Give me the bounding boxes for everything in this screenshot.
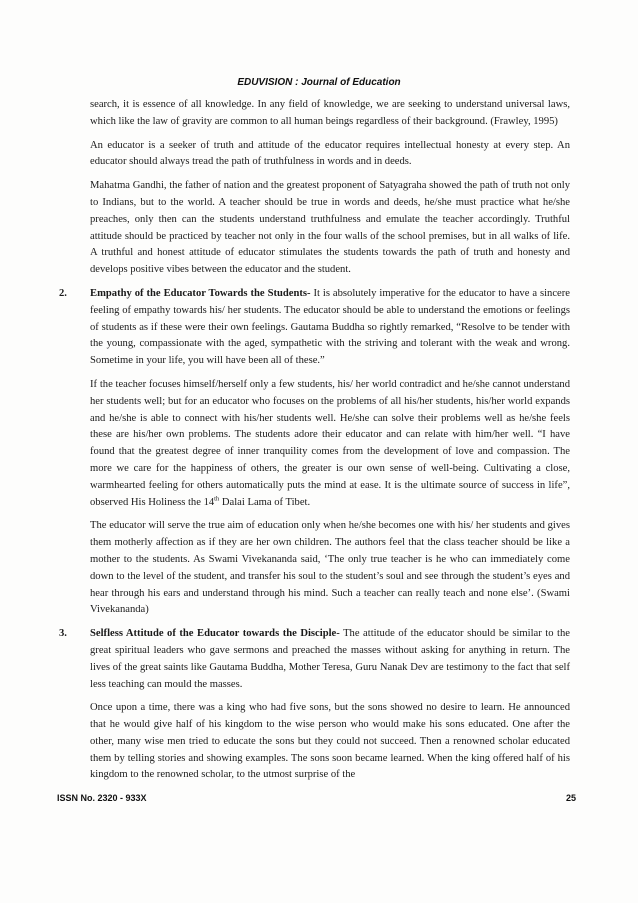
paragraph-text-end: Dalai Lama of Tibet. [219, 496, 311, 508]
article-body [59, 97, 570, 791]
section-heading: Selfless Attitude of the Educator towards the Disciple- [90, 628, 340, 640]
paragraph-educator-seeker-of-truth: An educator is a seeker of truth and attitude of the educator requires intellectual honesty at every step. An educator should always tread the path of truthfulness in words and in deeds. [90, 139, 570, 168]
paragraph-frawley-quote: search, it is essence of all knowledge. In any field of knowledge, we are seeking to understand universal laws, which like the law of gravity are common to all human beings regardless of their background. (Frawley, 1995) [90, 99, 570, 127]
page-number: 25 [566, 793, 577, 803]
paragraph-swami-vivekananda: The educator will serve the true aim of education only when he/she becomes one with his/ her students and gives them motherly affection as if they are her own children. The authors feel that the class teacher should be like a mother to the students. As Swami Vivekananda said, ‘The only true teacher is he who can immediately come down to the level of the student, and transfer his soul to the student’s soul and see through the student’s eyes and hear through his ears and understand through his mind. Such a teacher can really teach and none else’. (Swami Vivekananda) [90, 520, 570, 616]
running-header: EDUVISION : Journal of Education [237, 77, 401, 88]
section-text: The attitude of the educator should be similar to the great spiritual leaders who gave sermons and preached the masses without asking for anything in return. The lives of the great saints like Gautama Buddha, Mother Teresa, Guru Nanak Dev are testimony to the fact that self less teaching can mould the masses. [90, 628, 570, 690]
paragraph-king-story: Once upon a time, there was a king who had five sons, but the sons showed no desire to learn. He announced that he would give half of his kingdom to the wise person who would make his sons educated. One after the other, many wise men tried to educate the sons but they could not succeed. Then a renowned scholar educated them by telling stories and showing examples. The sons soon became learned. When the king offered half of his kingdom to the renowned scholar, to the utmost surprise of the [90, 702, 570, 781]
section-heading: Empathy of the Educator Towards the Students- [90, 287, 311, 299]
section-text: It is absolutely imperative for the educator to have a sincere feeling of empathy towards his/ her students. The educator should be able to understand the emotions or feelings of students as if these were their own feelings. Gautama Buddha so rightly remarked, “Resolve to be tender with the young, compassionate with the aged, sympathetic with the striving and tolerant with the weak and wrong. Sometime in your life, you will have been all of these.” [90, 287, 570, 367]
numbered-section-empathy [59, 286, 570, 370]
issn-footer: ISSN No. 2320 - 933X [57, 793, 147, 803]
paragraph-text: If the teacher focuses himself/herself only a few students, his/ her world contradict and he/she cannot understand her students well; but for an educator who focuses on the problems of all his/her students, his/her world expands and he/she is able to connect with his/her students well. He/she can solve their problems well as he/she feels these are his/her own problems. The students adore their educator and can relate with him/her well. “I have found that the greatest degree of inner tranquility comes from the development of love and compassion. The more we care for the happiness of others, the greater is our own sense of well-being. Cultivating a close, warmhearted feeling for others automatically puts the mind at ease. It is the ultimate source of success in life”, observed His Holiness the 14 [90, 378, 570, 508]
section-paragraph [90, 626, 570, 693]
paragraph-mahatma-gandhi: Mahatma Gandhi, the father of nation and the greatest proponent of Satyagraha showed the path of truth not only to Indians, but to the world. A teacher should be true in words and deeds, he/she must practice what he/she preaches, only then can the students understand truthfulness and emulate the teacher accordingly. Truthful attitude should be practiced by teacher not only in the four walls of the school premises, but in all walks of life. A truthful and honest attitude of educator stimulates the students towards the path of truth and honesty and develops positive vibes between the educator and the student. [90, 180, 570, 276]
paragraph-dalai-lama-quote [90, 377, 570, 511]
section-paragraph [90, 286, 570, 370]
ordinal-superscript: th [214, 495, 220, 502]
section-number: 2. [59, 287, 67, 299]
section-number: 3. [59, 628, 67, 640]
numbered-section-selfless-attitude [59, 626, 570, 693]
